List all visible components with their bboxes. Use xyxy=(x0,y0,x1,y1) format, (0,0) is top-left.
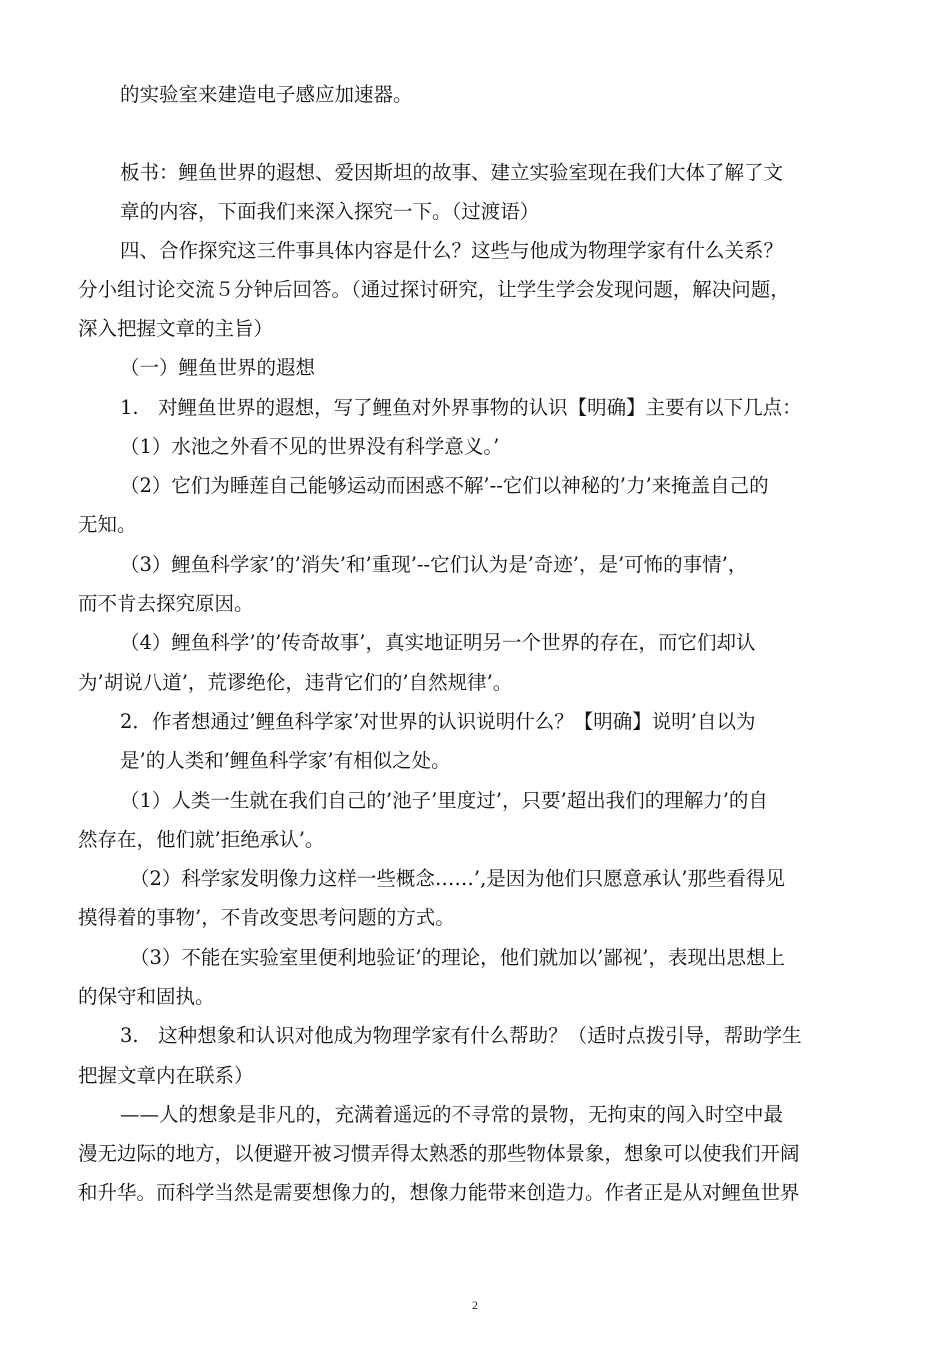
text-line: 1. 对鲤鱼世界的遐想，写了鲤鱼对外界事物的认识【明确】主要有以下几点： xyxy=(120,396,802,419)
text-line: ——人的想象是非凡的，充满着遥远的不寻常的景物，无拘束的闯入时空中最 xyxy=(120,1103,784,1126)
text-line: （2）它们为睡莲自己能够运动而困惑不解’--它们以神秘的’力’来掩盖自己的 xyxy=(120,474,769,497)
text-line: （3）不能在实验室里便利地验证’的理论，他们就加以’鄙视’，表现出思想上 xyxy=(130,946,786,969)
text-line: 把握文章内在联系） xyxy=(78,1064,254,1087)
text-line: 2．作者想通过’鲤鱼科学家’对世界的认识说明什么？【明确】说明’自以为 xyxy=(120,710,756,733)
text-line: 无知。 xyxy=(78,513,137,536)
section-heading: （一）鲤鱼世界的遐想 xyxy=(120,356,316,379)
text-line: （1）水池之外看不见的世界没有科学意义。’ xyxy=(120,435,500,458)
page-number: 2 xyxy=(472,1298,478,1312)
text-line: 而不肯去探究原因。 xyxy=(78,592,254,615)
text-line: 的实验室来建造电子感应加速器。 xyxy=(120,83,413,106)
text-line: 深入把握文章的主旨） xyxy=(78,317,274,340)
text-line: 四、合作探究这三件事具体内容是什么？这些与他成为物理学家有什么关系？ xyxy=(120,239,784,262)
text-line: 为’胡说八道’，荒谬绝伦，违背它们的’自然规律’。 xyxy=(78,671,513,694)
text-line: （4）鲤鱼科学’的’传奇故事’，真实地证明另一个世界的存在，而它们却认 xyxy=(120,631,756,654)
text-line: 和升华。而科学当然是需要想像力的，想像力能带来创造力。作者正是从对鲤鱼世界 xyxy=(78,1181,800,1204)
text-line: 分小组讨论交流５分钟后回答。（通过探讨研究，让学生学会发现问题，解决问题， xyxy=(78,278,790,301)
text-line: 摸得着的事物’，不肯改变思考问题的方式。 xyxy=(78,906,455,929)
text-line: （1）人类一生就在我们自己的’池子’里度过’，只要’超出我们的理解力’的自 xyxy=(120,789,768,812)
text-line: 章的内容，下面我们来深入探究一下。（过渡语） xyxy=(120,200,540,223)
text-line: 板书：鲤鱼世界的遐想、爱因斯坦的故事、建立实验室现在我们大体了解了文 xyxy=(120,161,784,184)
text-line: 漫无边际的地方，以便避开被习惯弄得太熟悉的那些物体景象，想象可以使我们开阔 xyxy=(78,1142,800,1165)
text-line: 3. 这种想象和认识对他成为物理学家有什么帮助？（适时点拨引导，帮助学生 xyxy=(120,1024,802,1047)
text-line: 的保守和固执。 xyxy=(78,985,215,1008)
text-line: 是’的人类和’鲤鱼科学家’有相似之处。 xyxy=(120,749,451,772)
text-line: （2）科学家发明像力这样一些概念……’,是因为他们只愿意承认’那些看得见 xyxy=(130,867,786,890)
text-line: （3）鲤鱼科学家’的’消失’和’重现’--它们认为是’奇迹’，是’可怖的事情’， xyxy=(120,553,748,576)
text-line: 然存在，他们就’拒绝承认’。 xyxy=(78,828,325,851)
